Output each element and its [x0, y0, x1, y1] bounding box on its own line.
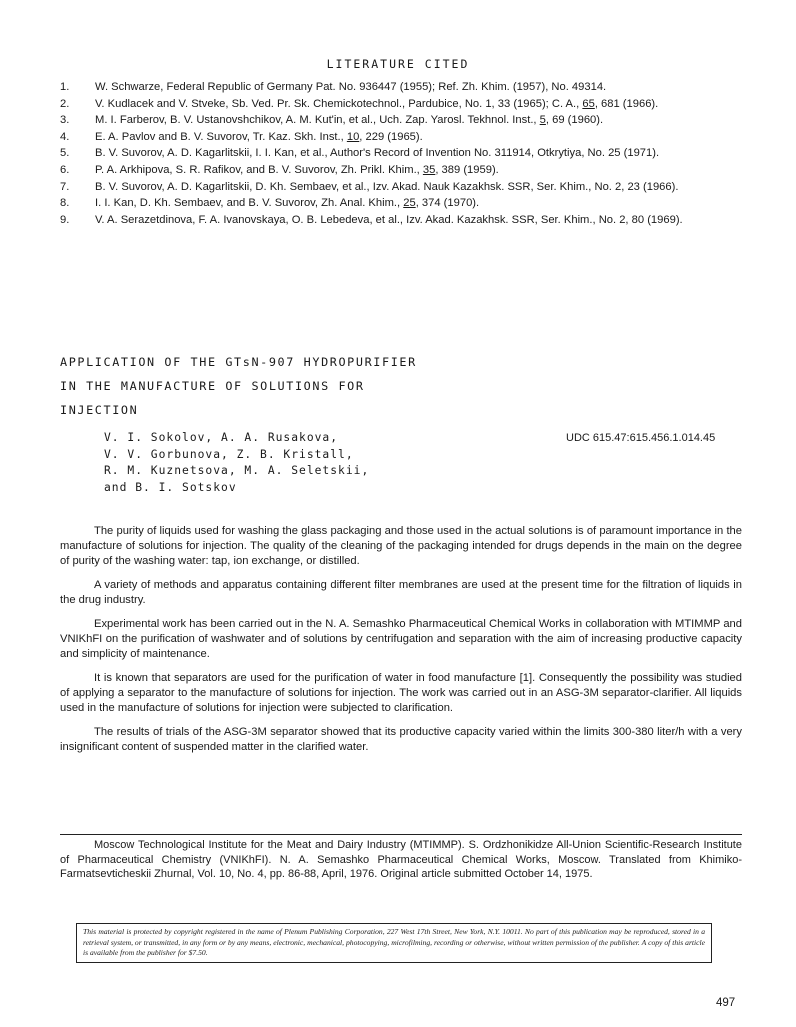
reference-text — [95, 196, 750, 211]
reference-item — [60, 213, 750, 228]
page-number: 497 — [716, 997, 736, 1009]
reference-number: 4. — [60, 130, 70, 143]
reference-fragment: E. A. Pavlov and B. V. Suvorov, Tr. Kaz. Skh. Inst., — [95, 130, 347, 143]
article-title — [60, 350, 760, 422]
reference-text — [95, 130, 750, 145]
body-paragraph: It is known that separators are used for the purification of water in food manufacture [1]. Consequently the possibility was studied of applying a separator to the manufacture of solutions for injection. The work was carried out in an ASG-3M separator-clarifier. All liquids used in the manufacture of solutions for injection were subjected to clarification. — [60, 672, 742, 714]
reference-item — [60, 146, 750, 161]
author-line: V. V. Gorbunova, Z. B. Kristall, — [104, 447, 354, 461]
reference-list — [60, 80, 750, 229]
affiliation-footnote: Moscow Technological Institute for the Meat and Dairy Industry (MTIMMP). S. Ordzhonikidze All-Union Scientific-Research Institute of Pharmaceutical Chemistry (VNIKhFI). N. A. Semashko Pharmaceutical Chemical Works, Moscow. Translated from Khimiko-Farmatsevticheskii Zhurnal, Vol. 10, No. 4, pp. 86-88, April, 1976. Original article submitted October 14, 1975. — [60, 839, 742, 880]
reference-fragment: M. I. Farberov, B. V. Ustanovshchikov, A. M. Kut'in, et al., Uch. Zap. Yarosl. Tekhnol. Inst., — [95, 114, 540, 127]
reference-number: 3. — [60, 114, 70, 127]
author-line: and B. I. Sotskov — [104, 480, 237, 494]
reference-fragment: P. A. Arkhipova, S. R. Rafikov, and B. V. Suvorov, Zh. Prikl. Khim., — [95, 163, 423, 176]
reference-number: 2. — [60, 97, 70, 110]
reference-fragment: , 681 (1966). — [594, 97, 659, 110]
reference-number: 5. — [60, 147, 70, 160]
title-line: APPLICATION OF THE GTsN-907 HYDROPURIFIER — [60, 355, 417, 369]
body-paragraph: The purity of liquids used for washing the glass packaging and those used in the actual solutions is of paramount importance in the manufacture of solutions for injection. The quality of the cleaning of the packaging intended for drugs depends in the main on the degree of purity of the washing water: tap, ion exchange, or distilled. — [60, 525, 742, 567]
reference-text — [95, 113, 750, 128]
reference-item — [60, 113, 750, 128]
reference-item — [60, 80, 750, 95]
author-line: V. I. Sokolov, A. A. Rusakova, — [104, 431, 339, 444]
article-body — [60, 524, 742, 764]
reference-fragment: V. A. Serazetdinova, F. A. Ivanovskaya, O. B. Lebedeva, et al., Izv. Akad. Kazakhsk. SSR, Ser. Khim., No. 2, 80 (1969). — [95, 213, 683, 226]
reference-fragment: B. V. Suvorov, A. D. Kagarlitskii, D. Kh. Sembaev, et al., Izv. Akad. Nauk Kazakhsk. SSR, Ser. Khim., No. 2, 23 (1966). — [95, 180, 679, 193]
reference-fragment: I. I. Kan, D. Kh. Sembaev, and B. V. Suvorov, Zh. Anal. Khim., — [95, 197, 404, 210]
reference-text — [95, 213, 750, 228]
volume-number: 10 — [346, 130, 360, 143]
udc-code: UDC 615.47:615.456.1.014.45 — [566, 432, 716, 444]
reference-text — [95, 180, 750, 195]
author-line: R. M. Kuznetsova, M. A. Seletskii, — [104, 464, 370, 477]
volume-number: 65 — [582, 97, 595, 110]
copyright-notice: This material is protected by copyright registered in the name of Plenum Publishing Corporation, 227 West 17th Street, New York, N.Y. 10011. No part of this publication may be reproduced, stored in a retrieval system, or transmitted, in any form or by any means, electronic, mechanical, photocopying, microfilming, recording or otherwise, without written permission of the publisher. A copy of this article is available from the publisher for $7.50. — [76, 923, 712, 963]
reference-item — [60, 130, 750, 145]
reference-fragment: V. Kudlacek and V. Stveke, Sb. Ved. Pr. Sk. Chemickotechnol., Pardubice, No. 1, 33 (1965); C. A., — [95, 97, 583, 110]
reference-item — [60, 180, 750, 195]
reference-fragment: B. V. Suvorov, A. D. Kagarlitskii, I. I. Kan, et al., Author's Record of Invention No. 311914, Otkrytiya, No. 25 (1971). — [95, 147, 660, 160]
reference-number: 7. — [60, 180, 70, 193]
reference-text — [95, 146, 750, 161]
reference-item — [60, 97, 750, 112]
body-paragraph: Experimental work has been carried out in the N. A. Semashko Pharmaceutical Chemical Works in collaboration with MTIMMP and VNIKhFI on the purification of washwater and of solutions by centrifugation and separation with the aim of increasing productive capacity and simplicity of maintenance. — [60, 618, 742, 660]
body-paragraph: The results of trials of the ASG-3M separator showed that its productive capacity varied within the limits 300-380 liter/h with a very insignificant content of suspended matter in the clarified water. — [60, 726, 742, 753]
reference-number: 6. — [60, 163, 70, 176]
reference-fragment: , 69 (1960). — [545, 114, 604, 127]
volume-number: 25 — [403, 197, 416, 210]
title-line: INJECTION — [60, 403, 139, 417]
literature-cited-heading: LITERATURE CITED — [326, 57, 470, 71]
reference-item — [60, 163, 750, 178]
volume-number: 5 — [539, 114, 546, 127]
reference-number: 9. — [60, 213, 70, 226]
reference-fragment: , 229 (1965). — [359, 130, 423, 143]
reference-number: 1. — [60, 81, 70, 93]
author-list — [104, 430, 369, 496]
reference-fragment: , 389 (1959). — [435, 163, 499, 176]
reference-text — [95, 97, 750, 112]
footnote-divider — [60, 834, 742, 835]
reference-text — [95, 80, 750, 95]
reference-item — [60, 196, 750, 211]
volume-number: 35 — [422, 163, 436, 176]
reference-text — [95, 163, 750, 178]
reference-fragment: W. Schwarze, Federal Republic of Germany Pat. No. 936447 (1955); Ref. Zh. Khim. (1957), No. 49314. — [95, 81, 607, 93]
reference-number: 8. — [60, 197, 70, 210]
reference-fragment: , 374 (1970). — [415, 197, 480, 210]
body-paragraph: A variety of methods and apparatus containing different filter membranes are used at the present time for the filtration of liquids in the drug industry. — [60, 579, 742, 606]
title-line: IN THE MANUFACTURE OF SOLUTIONS FOR — [60, 379, 365, 393]
